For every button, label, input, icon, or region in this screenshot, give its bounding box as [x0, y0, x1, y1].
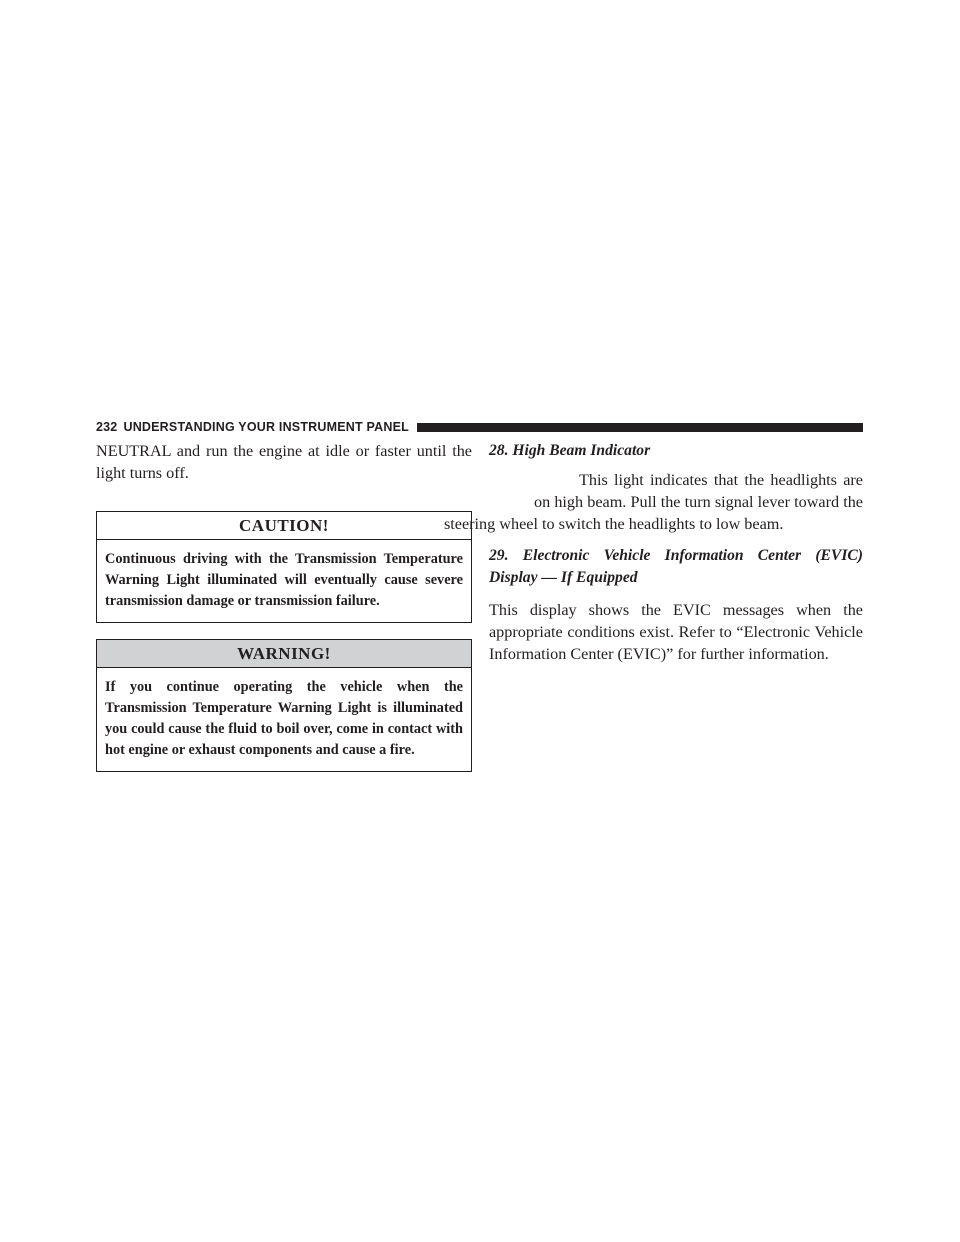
item-28-heading: 28. High Beam Indicator — [489, 442, 651, 459]
caution-box — [96, 511, 472, 623]
section-title: UNDERSTANDING YOUR INSTRUMENT PANEL — [123, 420, 409, 434]
caution-title: CAUTION! — [97, 512, 471, 540]
item-28-body: This light indicates that the headlights are on high beam. Pull the turn signal lever toward the steering wheel to switch the headlights to low beam. — [444, 471, 863, 533]
warning-body: If you continue operating the vehicle when the Transmission Temperature Warning Light is illuminated you could cause the fluid to boil over, come in contact with hot engine or exhaust components and cause a fire. — [105, 679, 463, 758]
warning-title: WARNING! — [97, 640, 471, 668]
caution-body: Continuous driving with the Transmission Temperature Warning Light illuminated will eventually cause severe transmission damage or transmission failure. — [105, 551, 463, 609]
high-beam-indicator-icon — [489, 469, 534, 513]
item-29-body: This display shows the EVIC messages when the appropriate conditions exist. Refer to “Electronic Vehicle Information Center (EVIC)” for further information. — [489, 601, 863, 663]
item-29-heading: 29. Electronic Vehicle Information Center (EVIC) Display — If Equipped — [489, 547, 863, 586]
left-column — [96, 440, 472, 772]
page-header — [96, 419, 863, 435]
intro-paragraph: NEUTRAL and run the engine at idle or faster until the light turns off. — [96, 442, 472, 482]
warning-box — [96, 639, 472, 772]
header-rule — [417, 423, 863, 432]
item-28-block — [444, 469, 863, 535]
page-number: 232 — [96, 420, 118, 434]
right-column — [444, 440, 863, 665]
